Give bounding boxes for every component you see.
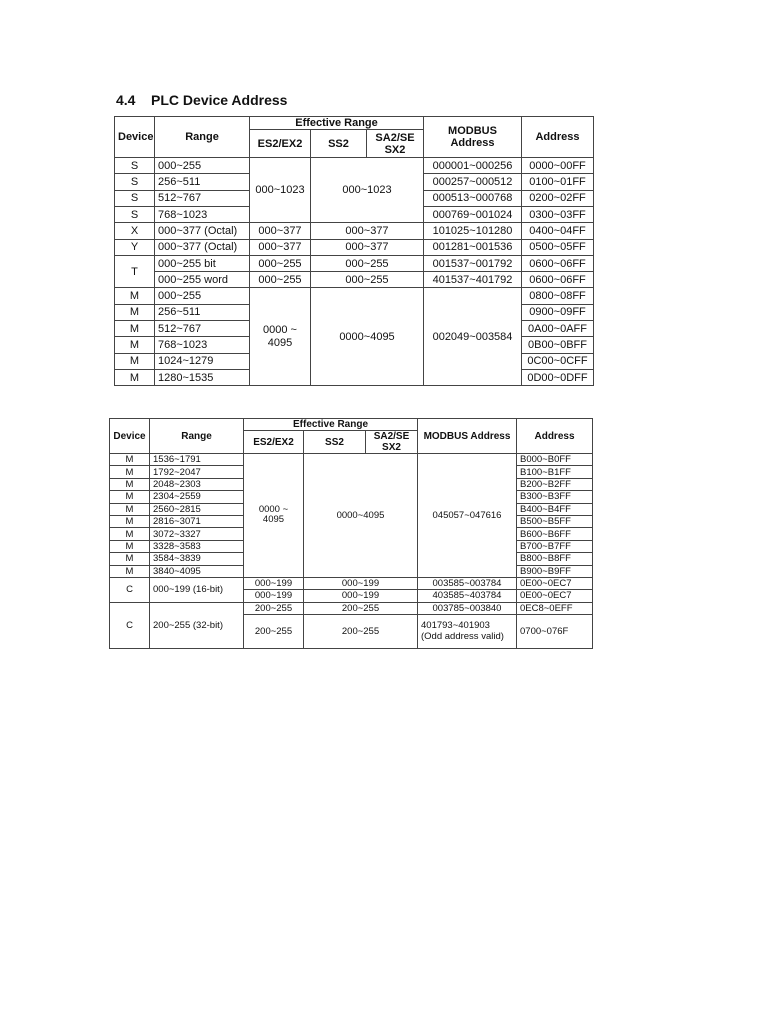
range-cell: 1280~1535 <box>155 369 250 385</box>
address-cell: 0E00~0EC7 <box>517 577 593 589</box>
table-row <box>115 223 594 239</box>
device-cell: M <box>115 321 155 337</box>
address-cell: B800~B8FF <box>517 553 593 565</box>
ss2-sa2-range-cell: 000~255 <box>311 272 424 288</box>
range-cell: 768~1023 <box>155 337 250 353</box>
address-cell: B100~B1FF <box>517 466 593 478</box>
address-cell: 0C00~0CFF <box>522 353 594 369</box>
modbus-cell: 001537~001792 <box>424 255 522 271</box>
device-cell: M <box>115 353 155 369</box>
ss2-sa2-range-cell: 200~255 <box>304 615 418 649</box>
es2-range-cell: 000~199 <box>244 577 304 589</box>
address-cell: 0800~08FF <box>522 288 594 304</box>
modbus-cell: 403585~403784 <box>418 590 517 602</box>
address-cell: 0E00~0EC7 <box>517 590 593 602</box>
address-cell: 0A00~0AFF <box>522 321 594 337</box>
es2-range-cell: 000~199 <box>244 590 304 602</box>
header-device: Device <box>110 419 150 454</box>
table-row <box>115 239 594 255</box>
range-cell: 1536~1791 <box>150 454 244 466</box>
ss2-sa2-range-cell: 000~1023 <box>311 158 424 223</box>
modbus-cell: 002049~003584 <box>424 288 522 386</box>
table-row <box>115 288 594 304</box>
device-cell: S <box>115 206 155 222</box>
range-cell: 2304~2559 <box>150 491 244 503</box>
address-cell: 0900~09FF <box>522 304 594 320</box>
address-cell: B700~B7FF <box>517 540 593 552</box>
table-row <box>110 454 593 466</box>
section-heading <box>116 92 287 108</box>
range-cell: 512~767 <box>155 321 250 337</box>
header-effective-range: Effective Range <box>250 117 424 130</box>
table-row <box>115 158 594 174</box>
header-ss2: SS2 <box>304 431 366 454</box>
es2-range-cell: 0000 ~ 4095 <box>250 288 311 386</box>
address-cell: 0B00~0BFF <box>522 337 594 353</box>
header-effective-range: Effective Range <box>244 419 418 431</box>
address-cell: B900~B9FF <box>517 565 593 577</box>
header-range: Range <box>155 117 250 158</box>
ss2-sa2-range-cell: 000~377 <box>311 223 424 239</box>
address-cell: 0300~03FF <box>522 206 594 222</box>
table-row <box>110 577 593 589</box>
es2-range-cell: 000~255 <box>250 255 311 271</box>
modbus-cell: 000001~000256 <box>424 158 522 174</box>
device-address-table-2 <box>109 418 593 649</box>
address-cell: B300~B3FF <box>517 491 593 503</box>
device-cell: T <box>115 255 155 288</box>
range-cell: 200~255 (32-bit) <box>150 602 244 648</box>
modbus-cell: 000769~001024 <box>424 206 522 222</box>
ss2-sa2-range-cell: 000~255 <box>311 255 424 271</box>
table-row <box>115 272 594 288</box>
header-address: Address <box>517 419 593 454</box>
modbus-cell: 000257~000512 <box>424 174 522 190</box>
device-cell: M <box>110 454 150 466</box>
range-cell: 000~255 bit <box>155 255 250 271</box>
device-cell: C <box>110 602 150 648</box>
range-cell: 3072~3327 <box>150 528 244 540</box>
modbus-cell: 000513~000768 <box>424 190 522 206</box>
device-cell: M <box>110 466 150 478</box>
device-cell: M <box>110 528 150 540</box>
address-cell: 0EC8~0EFF <box>517 602 593 614</box>
ss2-sa2-range-cell: 000~377 <box>311 239 424 255</box>
es2-range-cell: 000~377 <box>250 239 311 255</box>
ss2-sa2-range-cell: 000~199 <box>304 577 418 589</box>
header-range: Range <box>150 419 244 454</box>
range-cell: 000~255 <box>155 158 250 174</box>
range-cell: 2560~2815 <box>150 503 244 515</box>
address-cell: 0D00~0DFF <box>522 369 594 385</box>
range-cell: 256~511 <box>155 304 250 320</box>
es2-range-cell: 000~1023 <box>250 158 311 223</box>
address-cell: 0200~02FF <box>522 190 594 206</box>
range-cell: 768~1023 <box>155 206 250 222</box>
es2-range-cell: 000~377 <box>250 223 311 239</box>
address-cell: 0500~05FF <box>522 239 594 255</box>
device-cell: C <box>110 577 150 602</box>
address-cell: 0600~06FF <box>522 255 594 271</box>
range-cell: 000~377 (Octal) <box>155 223 250 239</box>
range-cell: 000~255 word <box>155 272 250 288</box>
ss2-sa2-range-cell: 000~199 <box>304 590 418 602</box>
range-cell: 000~199 (16-bit) <box>150 577 244 602</box>
range-cell: 2048~2303 <box>150 478 244 490</box>
ss2-sa2-range-cell: 0000~4095 <box>304 454 418 578</box>
range-cell: 1024~1279 <box>155 353 250 369</box>
range-cell: 3840~4095 <box>150 565 244 577</box>
address-cell: 0700~076F <box>517 615 593 649</box>
device-cell: M <box>110 553 150 565</box>
address-cell: 0600~06FF <box>522 272 594 288</box>
address-cell: B500~B5FF <box>517 515 593 527</box>
address-cell: 0000~00FF <box>522 158 594 174</box>
range-cell: 000~377 (Octal) <box>155 239 250 255</box>
address-cell: B400~B4FF <box>517 503 593 515</box>
address-cell: 0400~04FF <box>522 223 594 239</box>
device-cell: M <box>115 337 155 353</box>
header-modbus-address: MODBUS Address <box>418 419 517 454</box>
section-title: PLC Device Address <box>151 92 288 108</box>
section-number: 4.4 <box>116 92 136 108</box>
device-cell: X <box>115 223 155 239</box>
modbus-cell: 045057~047616 <box>418 454 517 578</box>
header-modbus-address: MODBUS Address <box>424 117 522 158</box>
device-cell: M <box>110 565 150 577</box>
range-cell: 3584~3839 <box>150 553 244 565</box>
device-cell: Y <box>115 239 155 255</box>
header-es2-ex2: ES2/EX2 <box>250 130 311 158</box>
device-cell: M <box>110 503 150 515</box>
device-cell: S <box>115 190 155 206</box>
address-cell: B200~B2FF <box>517 478 593 490</box>
header-es2-ex2: ES2/EX2 <box>244 431 304 454</box>
device-cell: M <box>115 288 155 304</box>
header-sa2-se-sx2: SA2/SE SX2 <box>367 130 424 158</box>
modbus-cell: 003785~003840 <box>418 602 517 614</box>
header-sa2-se-sx2: SA2/SE SX2 <box>366 431 418 454</box>
range-cell: 000~255 <box>155 288 250 304</box>
range-cell: 3328~3583 <box>150 540 244 552</box>
header-address: Address <box>522 117 594 158</box>
modbus-cell: 401537~401792 <box>424 272 522 288</box>
table-row <box>115 255 594 271</box>
device-cell: M <box>110 478 150 490</box>
range-cell: 1792~2047 <box>150 466 244 478</box>
es2-range-cell: 200~255 <box>244 615 304 649</box>
es2-range-cell: 0000 ~ 4095 <box>244 454 304 578</box>
device-cell: M <box>110 491 150 503</box>
address-cell: B600~B6FF <box>517 528 593 540</box>
es2-range-cell: 000~255 <box>250 272 311 288</box>
modbus-cell: 003585~003784 <box>418 577 517 589</box>
modbus-cell: 001281~001536 <box>424 239 522 255</box>
device-cell: M <box>110 515 150 527</box>
address-cell: B000~B0FF <box>517 454 593 466</box>
ss2-sa2-range-cell: 200~255 <box>304 602 418 614</box>
range-cell: 2816~3071 <box>150 515 244 527</box>
range-cell: 256~511 <box>155 174 250 190</box>
header-device: Device <box>115 117 155 158</box>
device-cell: S <box>115 174 155 190</box>
es2-range-cell: 200~255 <box>244 602 304 614</box>
ss2-sa2-range-cell: 0000~4095 <box>311 288 424 386</box>
device-cell: M <box>110 540 150 552</box>
modbus-cell: 101025~101280 <box>424 223 522 239</box>
device-cell: M <box>115 369 155 385</box>
device-cell: M <box>115 304 155 320</box>
range-cell: 512~767 <box>155 190 250 206</box>
device-cell: S <box>115 158 155 174</box>
table-row <box>110 602 593 614</box>
header-ss2: SS2 <box>311 130 367 158</box>
modbus-cell: 401793~401903 (Odd address valid) <box>418 615 517 649</box>
address-cell: 0100~01FF <box>522 174 594 190</box>
device-address-table-1 <box>114 116 594 386</box>
